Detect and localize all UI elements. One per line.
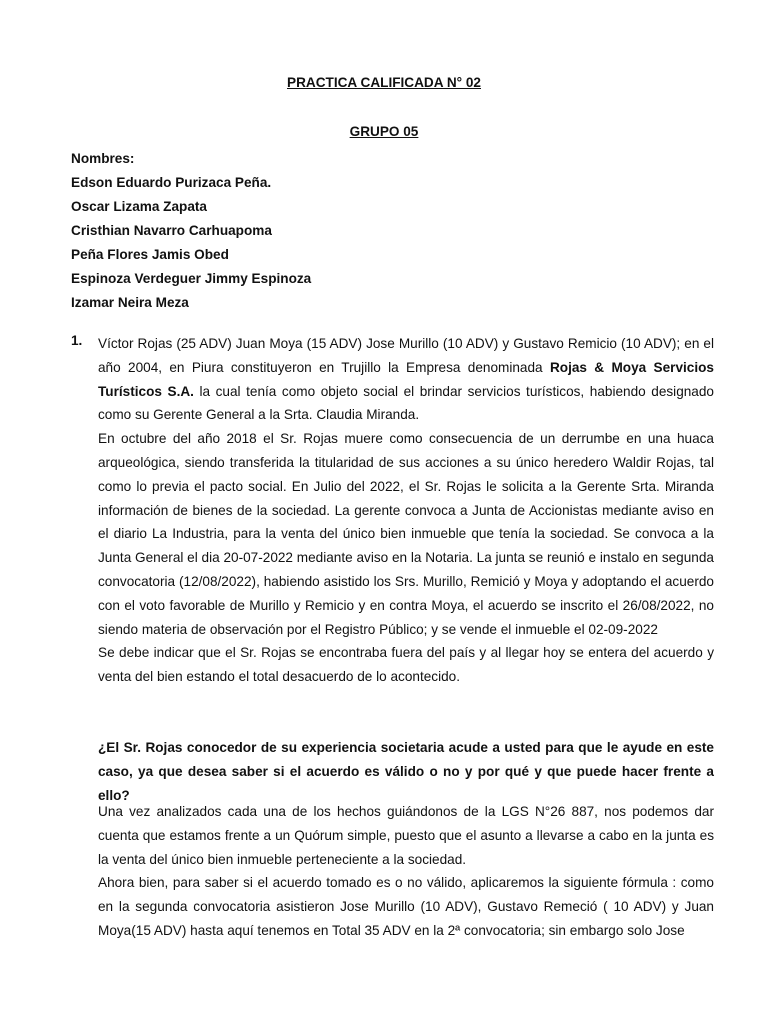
student-name: Oscar Lizama Zapata: [71, 199, 207, 214]
student-name: Espinoza Verdeguer Jimmy Espinoza: [71, 271, 312, 286]
answer-paragraph-2: Ahora bien, para saber si el acuerdo tomado es o no válido, aplicaremos la siguiente fórmula : como en la segunda convocatoria asistieron Jose Murillo (10 ADV), Gustavo Remeció ( 10 ADV) y Juan Moya(15 ADV) hasta aquí tenemos en Total 35 ADV en la 2ª convocatoria; sin embargo solo Jose: [98, 875, 714, 938]
company-name: Rojas & Moya Servicios Turísticos S.A.: [98, 359, 714, 399]
case-paragraph-1: [98, 332, 714, 427]
names-label: Nombres:: [71, 151, 135, 166]
question-paragraph: ¿El Sr. Rojas conocedor de su experiencia societaria acude a usted para que le ayude en este caso, ya que desea saber si el acuerdo es válido o no y por qué y que puede hacer frente a ello?: [98, 740, 714, 803]
student-name: Edson Eduardo Purizaca Peña.: [71, 175, 272, 190]
document-title: PRACTICA CALIFICADA N° 02: [287, 75, 481, 90]
student-name: Peña Flores Jamis Obed: [71, 247, 229, 262]
names-section: [71, 147, 311, 315]
case-text: la cual tenía como objeto social el brindar servicios turísticos, habiendo designado como su Gerente General a la Srta. Claudia Miranda.: [98, 383, 714, 423]
case-number: 1.: [71, 333, 83, 348]
case-paragraph-2: En octubre del año 2018 el Sr. Rojas muere como consecuencia de un derrumbe en una huaca arqueológica, siendo transferida la titularidad de sus acciones a su único heredero Waldir Rojas, tal como lo previa el pacto social. En Julio del 2022, el Sr. Rojas le solicita a la Gerente Srta. Miranda información de bienes de la sociedad. La gerente convoca a Junta de Accionistas mediante aviso en el diario La Industria, para la venta del único bien inmueble que tenía la sociedad. Se convoca a la Junta General el dia 20-07-2022 mediante aviso en la Notaria. La junta se reunió e instalo en segunda convocatoria (12/08/2022), habiendo asistido los Srs. Murillo, Remició y Moya y adoptando el acuerdo con el voto favorable de Murillo y Remicio y en contra Moya, el acuerdo se inscrito el 26/08/2022, no siendo materia de observación por el Registro Público; y se vende el inmueble el 02-09-2022: [98, 431, 714, 637]
answer-section: [98, 800, 714, 943]
student-name: Cristhian Navarro Carhuapoma: [71, 223, 272, 238]
case-text: Víctor Rojas (25 ADV) Juan Moya (15 ADV) Jose Murillo (10 ADV) y Gustavo Remicio (10 ADV); en el año 2004, en Piura constituyeron en Trujillo la Empresa denominada: [98, 336, 714, 375]
case-paragraph-3: Se debe indicar que el Sr. Rojas se encontraba fuera del país y al llegar hoy se entera del acuerdo y venta del bien estando el total desacuerdo de lo acontecido.: [98, 645, 714, 685]
case-description: [98, 332, 714, 689]
group-title: GRUPO 05: [349, 124, 419, 139]
answer-paragraph-1: Una vez analizados cada una de los hechos guiándonos de la LGS N°26 887, nos podemos dar cuenta que estamos frente a un Quórum simple, puesto que el asunto a llevarse a cabo en la junta es la venta del único bien inmueble perteneciente a la sociedad.: [98, 804, 714, 867]
student-name: Izamar Neira Meza: [71, 295, 189, 310]
